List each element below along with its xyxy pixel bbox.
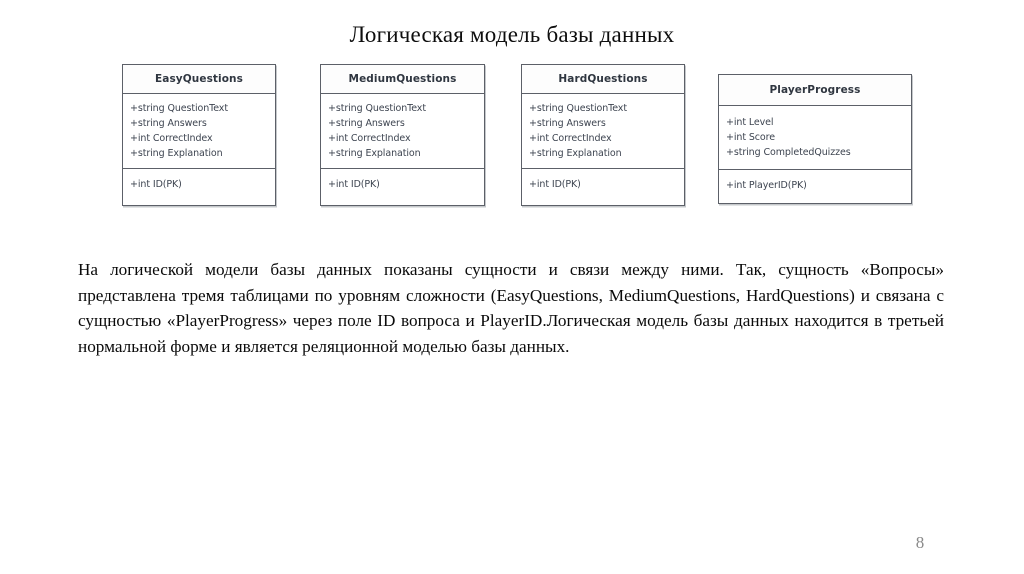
uml-attribute: +int Level [726, 117, 774, 128]
uml-keys-section [321, 169, 484, 200]
uml-keys-section [522, 169, 684, 200]
uml-attribute: +string Answers [529, 118, 606, 129]
uml-attribute: +string Answers [328, 118, 405, 129]
uml-attributes-section [123, 94, 275, 169]
uml-attributes-section [321, 94, 484, 169]
uml-class-name: EasyQuestions [123, 65, 275, 94]
uml-class-name: PlayerProgress [719, 75, 911, 106]
uml-attribute: +string Explanation [328, 148, 421, 159]
uml-attribute: +int CorrectIndex [529, 133, 612, 144]
uml-attribute: +int Score [726, 132, 775, 143]
uml-class-mediumquestions [320, 64, 485, 206]
uml-attribute: +string QuestionText [529, 103, 627, 114]
uml-primary-key: +int ID(PK) [529, 179, 581, 190]
uml-attributes-section [719, 106, 911, 170]
uml-keys-section [719, 170, 911, 201]
uml-attribute: +string Answers [130, 118, 207, 129]
page-number: 8 [915, 533, 925, 552]
page-title: Логическая модель базы данных [349, 22, 675, 48]
uml-class-name: HardQuestions [522, 65, 684, 94]
body-paragraph: На логической модели базы данных показаны сущности и связи между ними. Так, сущность «Вопросы» представлена тремя таблицами по уровням сложности (EasyQuestions, MediumQuestions, HardQuestions) и связана с сущностью «PlayerProgress» через поле ID вопроса и PlayerID.Логическая модель базы данных находится в третьей нормальной форме и является реляционной моделью базы данных. [78, 260, 944, 356]
uml-attribute: +string Explanation [130, 148, 223, 159]
uml-attribute: +string QuestionText [130, 103, 228, 114]
uml-attribute: +int CorrectIndex [328, 133, 411, 144]
uml-primary-key: +int ID(PK) [328, 179, 380, 190]
uml-attributes-section [522, 94, 684, 169]
uml-class-diagram [0, 0, 1024, 225]
uml-attribute: +string Explanation [529, 148, 622, 159]
uml-class-playerprogress [718, 74, 912, 204]
uml-keys-section [123, 169, 275, 200]
uml-class-name: MediumQuestions [321, 65, 484, 94]
uml-primary-key: +int PlayerID(PK) [726, 180, 807, 191]
uml-attribute: +string CompletedQuizzes [726, 147, 851, 158]
uml-class-easyquestions [122, 64, 276, 206]
uml-class-hardquestions [521, 64, 685, 206]
uml-attribute: +string QuestionText [328, 103, 426, 114]
uml-attribute: +int CorrectIndex [130, 133, 213, 144]
uml-primary-key: +int ID(PK) [130, 179, 182, 190]
